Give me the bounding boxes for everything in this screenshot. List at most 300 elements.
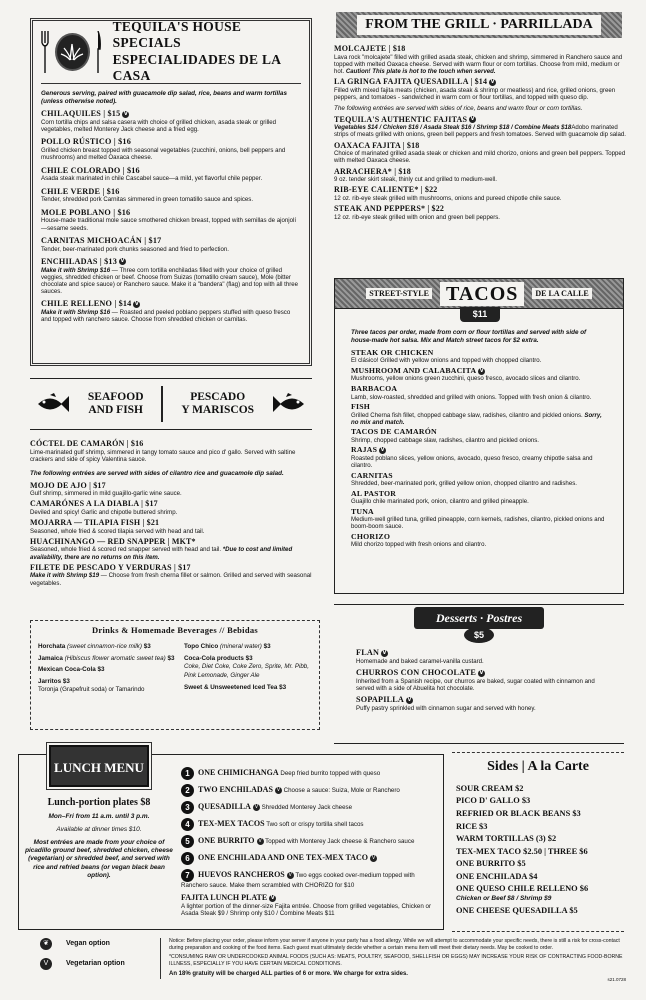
item-title: CHILE VERDE: [41, 186, 101, 196]
item-desc: [351, 541, 607, 548]
item-desc: [351, 357, 607, 364]
lunch-item-name: ONE CHIMICHANGA: [198, 768, 279, 778]
footer-notice: Notice: Before placing your order, please inform your server if anyone in your party has a food allergy. While we will attempt to accommodate your specific needs, there is still a risk for cross-contact during preparation and cooking of the food items. Each guest must ultimately decide whether a certain menu item will meet their dietary needs. May be cooked to order.: [169, 938, 620, 951]
item-name: [334, 167, 626, 177]
tacos-banner: [335, 279, 623, 309]
vegan-label: Vegan option: [66, 939, 110, 947]
seafood-title-c: PESCADO: [190, 391, 246, 404]
item-note: Sorry, no mix and match.: [351, 411, 602, 426]
vegetarian-icon: V: [407, 696, 412, 703]
specials-header: [41, 19, 301, 84]
item-title: BARBACOA: [351, 384, 398, 394]
seafood-note: The following entrées are served with sides of cilantro rice and guacamole dip salad.: [30, 469, 284, 477]
lunch-number-icon: 1: [181, 767, 194, 780]
item-title: LA GRINGA FAJITA QUESADILLA: [334, 77, 469, 87]
menu-item: [334, 141, 626, 165]
item-text: Deviled and spicy! Garlic and chipotle buttered shrimp.: [30, 508, 178, 516]
item-price: | $17: [142, 235, 162, 245]
item-text: Grilled Cherna fish fillet, chopped cabbage slaw, radishes, cilantro and pickled onions.: [351, 411, 583, 419]
lunch-item: [181, 818, 441, 831]
item-desc: [41, 147, 301, 161]
tacos-post: DE LA CALLE: [532, 288, 591, 300]
item-text: Gulf shrimp, simmered in mild guajillo-garlic wine sauce.: [30, 490, 182, 498]
lunch-item-name: TEX-MEX TACOS: [198, 819, 265, 829]
item-text: — Three corn tortilla enchiladas filled with your choice of grilled veggies, shredded chicken or beef. Choose from Suizas (tomatillo cream sauce), Mole (bitter chocolate and spice sauce) or Ranchero sauce. Make it a "bandera" (flag) and top with all three sauces.: [41, 266, 299, 296]
item-price: | $16: [124, 439, 144, 448]
item-text: Asada steak marinated in chile Cascabel sauce—a mild, yet flavorful chile pepper.: [41, 175, 263, 183]
item-title: FISH: [351, 402, 370, 412]
drink-item: [38, 655, 178, 663]
item-title: CHILE COLORADO: [41, 165, 121, 175]
item-price: | $13: [97, 256, 117, 266]
desserts-price: $5: [464, 627, 494, 643]
item-price: | $22: [418, 185, 438, 195]
item-name: [351, 489, 607, 498]
item-title: STEAK OR CHICKEN: [351, 348, 434, 358]
lunch-item-desc: Two soft or crispy tortilla shell tacos: [264, 821, 364, 829]
side-item: SOUR CREAM $2: [456, 783, 524, 793]
desserts-banner: [414, 607, 544, 629]
item-desc: [351, 455, 607, 469]
grill-list: [334, 42, 626, 221]
drink-name: Topo Chico: [184, 643, 220, 651]
item-title: SOPAPILLA: [356, 695, 405, 705]
lunch-item-desc: Two eggs cooked over-medium topped with Ranchero sauce. Make them scrambled with CHORIZO for $10: [181, 872, 415, 889]
item-name: [30, 518, 320, 528]
item-desc: [351, 437, 607, 444]
item-name: [30, 439, 320, 449]
item-desc: [30, 449, 320, 463]
item-name: [334, 204, 626, 214]
item-name: [30, 563, 320, 573]
seafood-title-d: Y MARISCOS: [181, 404, 255, 416]
footer-gratuity: An 18% gratuity will be charged ALL parties of 6 or more. We charge for extra sides.: [169, 971, 408, 977]
item-text: Inherited from a Spanish recipe, our churros are baked, sugar coated with cinnamon and served with a side of Abuelita hot chocolate.: [356, 677, 595, 693]
vegetarian-icon: V: [380, 447, 385, 454]
item-title: CHURROS CON CHOCOLATE: [356, 668, 477, 678]
item-name: [351, 471, 607, 480]
item-text: 12 oz. rib-eye steak grilled with mushrooms, onions and pureed chipotle chile sauce.: [334, 194, 562, 202]
item-title: FLAN: [356, 648, 380, 657]
fajita-lunch: [181, 893, 441, 917]
agave-logo-icon: [55, 33, 90, 71]
item-text: Puffy pastry sprinkled with cinnamon sugar and served with honey.: [356, 705, 536, 713]
tacos-price: $11: [460, 307, 500, 322]
iced-tea: Sweet & Unsweetened Iced Tea $3: [184, 684, 287, 691]
side-item: ONE BURRITO $5: [456, 859, 526, 869]
item-title: POLLO RÚSTICO: [41, 137, 112, 147]
item-price: | $14: [468, 77, 488, 87]
side-item: ONE CHEESE QUESADILLA $5: [456, 905, 578, 915]
item-desc: [356, 658, 606, 665]
specials-box: [30, 18, 312, 366]
menu-item: [334, 185, 626, 202]
item-desc: [356, 678, 606, 692]
lunch-desc: Most entrées are made from your choice of picadillo ground beef, shredded chicken, cheese (vegetarian) or shredded beef, and served with rice and refried beans (or vegan black bean option).: [25, 838, 173, 879]
fish-icon: [272, 393, 306, 415]
item-price: | $18: [386, 44, 406, 53]
lunch-number-icon: 3: [181, 801, 194, 814]
item-title: TUNA: [351, 506, 374, 516]
item-price: | $18: [400, 140, 420, 150]
fajita-lunch-desc: A lighter portion of the dinner-size Fajita entrée. Choose from grilled vegetables, Chicken or Asada Steak $9 / Shrimp only $10 / Combine Meats $11: [181, 903, 432, 918]
item-desc: [41, 267, 301, 296]
menu-item: [41, 208, 301, 232]
item-name: [351, 445, 607, 454]
item-title: CARNITAS MICHOACÁN: [41, 235, 143, 245]
item-desc: [351, 394, 607, 401]
fajita-lunch-name: FAJITA LUNCH PLATE V: [181, 893, 275, 903]
item-name: [41, 208, 301, 218]
item-text: Mushrooms, yellow onions green zucchini, queso fresco, avocado slices and cilantro.: [351, 375, 581, 383]
item-price: | $16: [120, 165, 140, 175]
knife-icon: [95, 31, 101, 73]
item-name: [351, 402, 607, 411]
item-price: | $16: [110, 207, 131, 217]
lunch-number-icon: 2: [181, 784, 194, 797]
menu-item: [351, 471, 607, 488]
item-desc: [351, 375, 607, 382]
item-title: TACOS DE CAMARÓN: [351, 427, 437, 437]
item-name: [356, 668, 606, 678]
vegetarian-label: Vegetarian option: [66, 959, 125, 967]
item-note: Caution! This plate is hot to the touch when served.: [344, 67, 496, 75]
item-title: RIB-EYE CALIENTE*: [334, 185, 419, 195]
item-desc: [30, 490, 320, 497]
side-options: Chicken or Beef $8 / Shrimp $9: [456, 895, 552, 902]
item-text: Corn tortilla chips and salsa casera with choice of grilled chicken, asada steak or grilled vegetables, melted Monterey Jack cheese and a fried egg.: [41, 118, 277, 134]
lunch-box: [18, 754, 444, 930]
item-name: [351, 427, 607, 436]
drink-price: $3: [263, 643, 271, 651]
desserts-list: [356, 645, 606, 712]
item-title: MUSHROOM AND CALABACITA: [351, 366, 477, 376]
footer: [160, 938, 626, 982]
menu-item: [351, 445, 607, 469]
fork-icon: [41, 31, 49, 73]
menu-item: [351, 427, 607, 444]
menu-item: [351, 384, 607, 401]
menu-item: [356, 648, 606, 665]
desserts-title: Desserts · Postres: [435, 611, 523, 625]
menu-item: [41, 257, 301, 296]
lunch-list: [181, 767, 441, 918]
item-price: | MKT*: [165, 536, 196, 546]
item-text: 12 oz. rib-eye steak grilled with onion and green bell peppers.: [334, 213, 500, 221]
vegetarian-icon: V: [382, 649, 387, 656]
lunch-plates: Lunch-portion plates $8: [47, 797, 151, 808]
item-title: RAJAS: [351, 445, 378, 455]
item-name: [356, 648, 606, 658]
seafood-title-b: AND FISH: [88, 404, 144, 416]
vegetarian-icon: V: [479, 367, 484, 374]
tacos-pre: STREET-STYLE: [366, 288, 432, 300]
item-name: [41, 137, 301, 147]
item-upgrade: Make it with Shrimp $16: [41, 309, 111, 317]
vegetarian-icon: V: [490, 78, 495, 85]
specials-title: TEQUILA'S HOUSE SPECIALS: [112, 19, 242, 51]
item-desc: [334, 195, 626, 202]
menu-item: [41, 137, 301, 161]
lunch-item: [181, 801, 441, 814]
drink-price: $3: [143, 643, 151, 651]
item-name: [334, 44, 626, 54]
grill-banner: [336, 12, 622, 38]
item-text: Adobo marinated strips of meats grilled with onions, green bell peppers and fresh tomatoes. Served with guacamole dip salad.: [334, 124, 626, 139]
item-name: [41, 257, 301, 267]
drink-item: [38, 666, 178, 674]
item-title: STEAK AND PEPPERS*: [334, 204, 426, 214]
lunch-item-desc: Choose a sauce: Suiza, Mole or Ranchero: [281, 787, 400, 795]
item-title: CAMARÓNES A LA DIABLA: [30, 499, 139, 509]
item-title: CHORIZO: [351, 531, 391, 541]
menu-item: [334, 167, 626, 184]
drink-item: [38, 643, 178, 651]
item-title: CHILAQUILES: [41, 109, 101, 119]
item-text: Mild chorizo topped with fresh onions and cilantro.: [351, 541, 487, 549]
menu-item: [41, 236, 301, 253]
sides-list: [456, 784, 620, 916]
lunch-item: [181, 852, 441, 865]
menu-item: [30, 518, 320, 535]
legend: [40, 938, 160, 970]
drink-name: Mexican Coca-Cola: [38, 666, 98, 674]
jarritos-options: Toronja (Grapefruit soda) or Tamarindo: [38, 686, 145, 694]
item-name: [334, 77, 626, 87]
lunch-number-icon: 5: [181, 835, 194, 848]
seafood-title-a: SEAFOOD: [87, 391, 144, 404]
item-desc: [356, 705, 606, 712]
side-item: ONE QUESO CHILE RELLENO $6: [456, 884, 589, 894]
item-text: Seasoned, whole fried & scored red snapper served with head and tail.: [30, 546, 222, 554]
item-desc: [41, 175, 301, 182]
item-text: 9 oz. tender skirt steak, thinly cut and grilled to medium-well.: [334, 176, 497, 184]
item-text: Tender, shredded pork Carnitas simmered in green tomatillo sauce and spices.: [41, 196, 254, 204]
item-desc: [351, 498, 607, 505]
item-text: Seasoned, whole fried & scored tilapia served with head and tail.: [30, 527, 205, 535]
drink-desc: (sweet cinnamon-rice milk): [67, 643, 144, 651]
item-desc: [334, 87, 626, 101]
item-price: | $17: [138, 499, 158, 509]
lunch-number-icon: 4: [181, 818, 194, 831]
item-name: [30, 537, 320, 547]
item-price: | $21: [140, 518, 160, 528]
item-text: — Roasted and peeled poblano peppers stuffed with queso fresco and topped with ranchero sauce. Choose from shredded chicken or carnitas.: [41, 309, 291, 324]
item-title: OAXACA FAJITA: [334, 140, 401, 150]
item-desc: [351, 480, 607, 487]
specials-subtitle: ESPECIALIDADES DE LA CASA: [112, 51, 281, 83]
drink-price: $3: [62, 677, 70, 685]
item-text: Lime-marinated gulf shrimp, simmered in tangy tomato sauce and pico d' gallo. Served with saltine crackers and side of spicy Valentina sauce.: [30, 448, 296, 463]
vegetarian-icon: V: [288, 872, 292, 878]
item-desc: [41, 246, 301, 253]
item-name: [334, 141, 626, 151]
menu-item: [351, 507, 607, 531]
menu-item: [41, 166, 301, 183]
item-title: CÓCTEL DE CAMARÓN: [30, 439, 125, 448]
seafood-banner: [30, 378, 312, 430]
footer-code: s21.0728: [607, 976, 626, 982]
item-name: [30, 499, 320, 509]
item-name: [334, 115, 626, 125]
item-text: Tender, beer-marinated pork chunks seasoned and fried to perfection.: [41, 245, 230, 253]
item-desc: [41, 119, 301, 133]
item-name: [351, 532, 607, 541]
item-text: Shredded, beer-marinated pork, grilled yellow onion, chopped cilantro and radishes.: [351, 480, 577, 487]
item-name: [334, 185, 626, 195]
lunch-item: [181, 869, 441, 889]
drinks-right: [184, 643, 312, 694]
vegetarian-icon: V: [470, 116, 475, 123]
item-name: [41, 236, 301, 246]
item-text: Choice of marinated grilled asada steak or chicken and mild chorizo, onions and green bell peppers. Topped with melted Oaxaca cheese.: [334, 150, 626, 165]
vegan-icon: ❦: [40, 938, 52, 950]
item-title: ARRACHERA*: [334, 166, 392, 176]
lunch-title: LUNCH MENU: [54, 760, 144, 775]
item-text: El clásico! Grilled with yellow onions and topped with chopped cilantro.: [351, 357, 542, 365]
menu-item: [356, 695, 606, 712]
drink-desc: (mineral water): [219, 643, 264, 651]
item-title: HUACHINANGO — RED SNAPPER: [30, 536, 166, 546]
item-name: [356, 695, 606, 705]
grill-title: FROM THE GRILL · PARRILLADA: [357, 15, 600, 36]
item-text: Medium-well grilled tuna, grilled pineapple, corn kernels, radishes, cilantro, pickled onions and boom-boom sauce.: [351, 516, 605, 531]
drinks-title: Drinks & Homemade Beverages // Bebidas: [91, 625, 259, 635]
item-price: | $17: [171, 562, 191, 572]
tacos-box: [334, 278, 624, 594]
desserts-box: [334, 604, 624, 744]
side-item: PICO D' GALLO $3: [456, 796, 531, 806]
item-desc: [30, 572, 320, 586]
sides-box: [452, 752, 624, 932]
item-desc: [334, 124, 626, 138]
item-name: [351, 366, 607, 375]
vegetarian-icon: V: [40, 958, 52, 970]
menu-item: [351, 489, 607, 506]
item-name: [41, 187, 301, 197]
menu-item: [30, 537, 320, 561]
coke-options: Coke, Diet Coke, Coke Zero, Sprite, Mr. Pibb, Pink Lemonade, Ginger Ale: [184, 663, 309, 679]
lunch-item: [181, 835, 441, 848]
item-desc: [334, 214, 626, 221]
drink-item: [184, 655, 312, 663]
item-title: MOJO DE AJO: [30, 480, 87, 490]
vegetarian-icon: V: [276, 787, 281, 793]
item-text: House-made traditional mole sauce smothered chicken breast, topped with semillas de ajonjolí—sesame seeds.: [41, 217, 297, 232]
menu-item: [334, 44, 626, 75]
item-title: AL PASTOR: [351, 488, 397, 498]
item-price: | $18: [392, 166, 411, 176]
item-desc: [30, 546, 320, 560]
item-price: | $22: [425, 204, 445, 214]
menu-item: [30, 499, 320, 516]
item-title: CARNITAS: [351, 470, 393, 480]
item-desc: [30, 528, 320, 535]
seafood-list: [30, 437, 320, 587]
lunch-item-desc: Shredded Monterey Jack cheese: [259, 804, 353, 812]
item-upgrade: Make it with Shrimp $16: [41, 266, 111, 274]
side-item: RICE $3: [456, 821, 488, 831]
item-text: Homemade and baked caramel-vanilla custard.: [356, 657, 484, 665]
drink-name: Jamaica: [38, 654, 65, 662]
item-price: | $16: [111, 137, 132, 147]
item-desc: [334, 54, 626, 76]
menu-item: [41, 109, 301, 133]
menu-item: [334, 77, 626, 101]
menu-item: [30, 563, 320, 587]
drink-price: $3: [245, 654, 253, 662]
drinks-left: [38, 643, 178, 694]
lunch-dinner: Available at dinner times $10.: [56, 825, 142, 833]
lunch-number-icon: 6: [181, 852, 194, 865]
item-price: | $14: [112, 299, 132, 309]
item-title: MOLCAJETE: [334, 44, 387, 53]
tacos-intro: Three tacos per order, made from corn or flour tortillas and served with side of house-made hot salsa. Mix and Match street tacos for $2 extra.: [351, 329, 587, 344]
lunch-item-name: ONE BURRITO: [198, 836, 255, 846]
tacos-list: [351, 348, 607, 548]
item-text: — Choose from fresh cherna fillet or salmon. Grilled and served with seasonal vegetables.: [30, 572, 312, 587]
vegetarian-icon: V: [371, 855, 376, 861]
item-price: | $15: [100, 109, 121, 119]
drink-item: [38, 678, 178, 686]
lunch-item-name: TWO ENCHILADAS: [198, 785, 273, 795]
item-title: MOLE POBLANO: [41, 207, 111, 217]
fish-icon: [36, 393, 70, 415]
lunch-number-icon: 7: [181, 869, 194, 882]
lunch-item: [181, 784, 441, 797]
item-title: TEQUILA'S AUTHENTIC FAJITAS: [334, 114, 468, 124]
item-title: ENCHILADAS: [41, 256, 98, 266]
item-price: | $17: [86, 480, 106, 490]
vegetarian-icon: V: [479, 669, 484, 676]
item-text: Lamb, slow-roasted, shredded and grilled with onions. Topped with fresh onion & cilantro.: [351, 393, 592, 401]
item-desc: [41, 309, 301, 323]
drink-name: Jarritos: [38, 677, 63, 685]
grill-note: The following entrées are served with sides of rice, beans and warm flour or corn tortillas.: [334, 105, 583, 113]
menu-item: [351, 348, 607, 365]
lunch-item-name: HUEVOS RANCHEROS: [198, 870, 285, 880]
drink-price: $3: [97, 666, 105, 674]
item-desc: [351, 516, 607, 530]
item-name: [351, 384, 607, 393]
drink-item: [184, 643, 312, 651]
side-item: TEX-MEX TACO $2.50 | THREE $6: [456, 846, 588, 856]
vegetarian-icon: V: [134, 301, 139, 308]
side-item: REFRIED OR BLACK BEANS $3: [456, 808, 581, 818]
item-title: FILETE DE PESCADO Y VERDURAS: [30, 562, 172, 572]
item-desc: [41, 217, 301, 231]
vegetarian-icon: V: [123, 110, 128, 117]
drink-desc: (Hibiscus flower aromatic sweet tea): [64, 654, 168, 662]
item-text: Shrimp, chopped cabbage slaw, radishes, cilantro and pickled onions.: [351, 436, 540, 444]
vegetarian-icon: V: [270, 895, 275, 902]
menu-item: [351, 532, 607, 549]
drinks-box: [30, 620, 320, 730]
item-title: MOJARRA — TILAPIA FISH: [30, 518, 141, 528]
footer-consume: *CONSUMING RAW OR UNDERCOOKED ANIMAL FOODS (SUCH AS: MEATS, POULTRY, SEAFOOD, SHELLFISH OR EGGS) MAY INCREASE YOUR RISK OF CONTRACTING FOOD-BORNE ILLNESS, ESPECIALLY IF YOU HAVE CERTAIN MEDICAL CONDITIONS.: [169, 954, 623, 967]
menu-item: [356, 668, 606, 692]
item-text: Roasted poblano slices, yellow onions, avocado, queso fresco, creamy chipotle salsa and cilantro.: [351, 454, 593, 469]
item-desc: [334, 176, 626, 183]
item-upgrade: Vegetables $14 / Chicken $16 / Asada Steak $16 / Shrimp $18 / Combine Meats $18: [334, 124, 572, 132]
lunch-item-desc: Topped with Monterey Jack cheese & Ranchero sauce: [263, 838, 415, 846]
drink-name: Coca-Cola products: [184, 654, 246, 662]
lunch-item-name: QUESADILLA: [198, 802, 251, 812]
side-item: WARM TORTILLAS (3) $2: [456, 834, 557, 844]
side-item: ONE ENCHILADA $4: [456, 871, 538, 881]
lunch-item-name: ONE ENCHILADA AND ONE TEX-MEX TACO: [198, 853, 369, 863]
lunch-hours: Mon–Fri from 11 a.m. until 3 p.m.: [48, 813, 150, 820]
